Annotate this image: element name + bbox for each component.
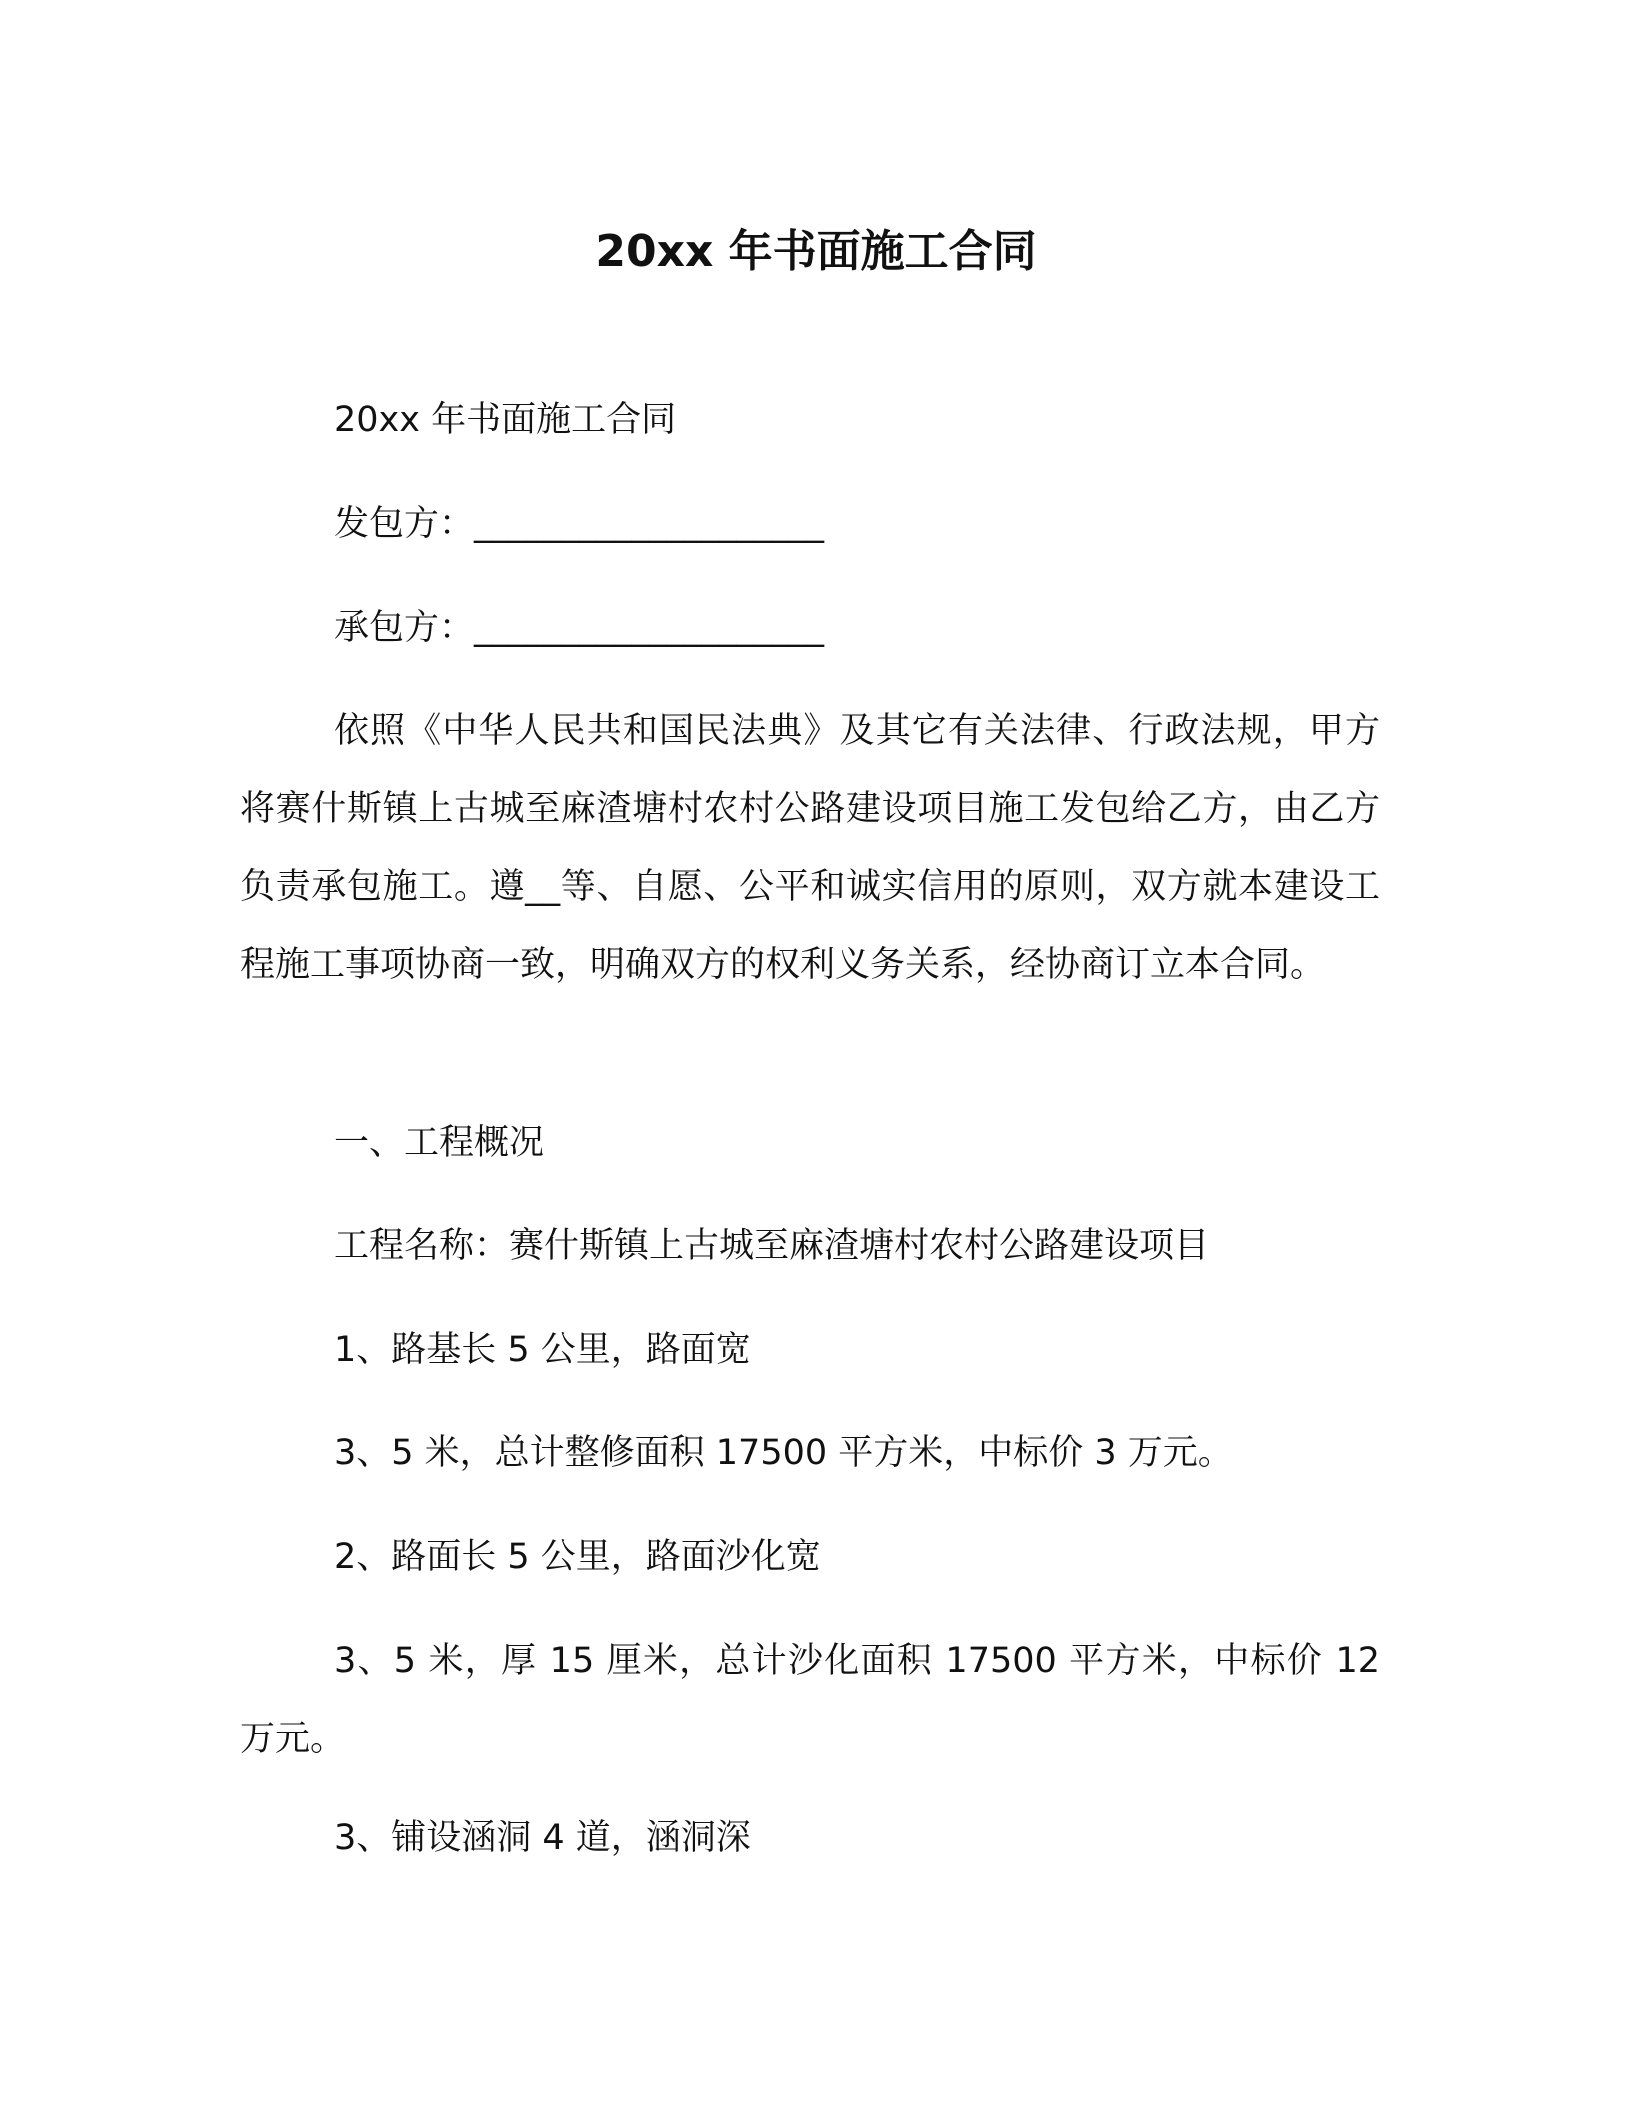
item-1: 1、路基长 5 公里，路面宽 <box>334 1330 751 1370</box>
intro-paragraph: 依照《中华人民共和国民法典》及其它有关法律、行政法规，甲方将赛什斯镇上古城至麻渣塘村农村公路建设项目施工发包给乙方，由乙方负责承包施工。遵__等、自愿、公平和诚实信用的原则，双方就本建设工程施工事项协商一致，明确双方的权利义务关系，经协商订立本合同。 <box>240 711 1380 985</box>
party-b-blank: ____________________ <box>474 608 825 648</box>
item-1-continued: 3、5 米，总计整修面积 17500 平方米，中标价 3 万元。 <box>334 1433 1233 1473</box>
item-2-continued: 3、5 米，厚 15 厘米，总计沙化面积 17500 平方米，中标价 12 万元。 <box>240 1641 1380 1759</box>
item-3: 3、铺设涵洞 4 道，涵洞深 <box>334 1818 751 1858</box>
document-title: 20xx 年书面施工合同 <box>595 226 1037 277</box>
party-a-label: 发包方： <box>334 504 475 544</box>
document-subtitle: 20xx 年书面施工合同 <box>334 400 677 440</box>
party-a-blank: ____________________ <box>474 504 825 544</box>
item-2: 2、路面长 5 公里，路面沙化宽 <box>334 1537 821 1577</box>
party-a-line <box>334 500 824 548</box>
section-1-heading: 一、工程概况 <box>334 1123 545 1163</box>
party-b-label: 承包方： <box>334 608 475 648</box>
project-name: 工程名称：赛什斯镇上古城至麻渣塘村农村公路建设项目 <box>334 1226 1210 1266</box>
party-b-line <box>334 604 824 652</box>
